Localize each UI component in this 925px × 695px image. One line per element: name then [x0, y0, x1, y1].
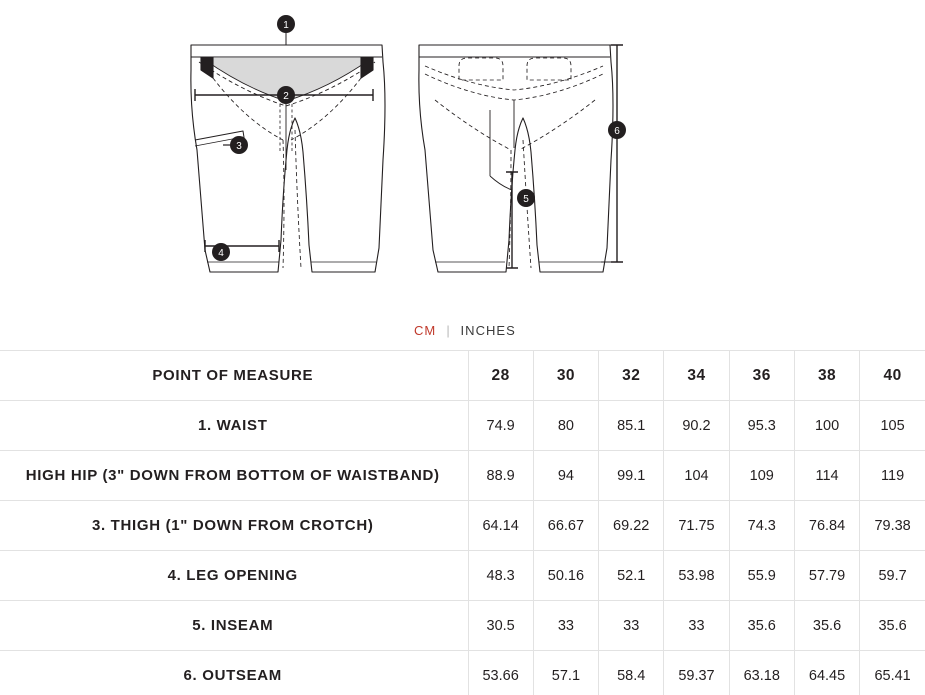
size-chart-table — [0, 350, 925, 695]
svg-text:2: 2 — [282, 91, 289, 102]
cell-thigh-38: 76.84 — [794, 501, 859, 551]
cell-waist-32: 85.1 — [599, 401, 664, 451]
cell-outseam-38: 64.45 — [794, 651, 859, 695]
cell-outseam-36: 63.18 — [729, 651, 794, 695]
cell-leg-opening-32: 52.1 — [599, 551, 664, 601]
cell-high-hip-30: 94 — [533, 451, 598, 501]
unit-separator: | — [446, 322, 451, 338]
table-row — [0, 451, 925, 501]
size-header-40: 40 — [860, 351, 925, 401]
cell-inseam-38: 35.6 — [794, 601, 859, 651]
size-header-30: 30 — [533, 351, 598, 401]
cell-waist-34: 90.2 — [664, 401, 729, 451]
table-row — [0, 651, 925, 695]
svg-text:1: 1 — [282, 20, 289, 31]
row-label-high-hip: HIGH HIP (3" DOWN FROM BOTTOM OF WAISTBAND) — [0, 451, 468, 501]
size-header-36: 36 — [729, 351, 794, 401]
unit-toggle[interactable] — [0, 310, 925, 350]
cell-leg-opening-38: 57.79 — [794, 551, 859, 601]
cell-inseam-36: 35.6 — [729, 601, 794, 651]
cell-high-hip-40: 119 — [860, 451, 925, 501]
cell-outseam-34: 59.37 — [664, 651, 729, 695]
row-label-leg-opening: 4. LEG OPENING — [0, 551, 468, 601]
cell-leg-opening-28: 48.3 — [468, 551, 533, 601]
cell-leg-opening-36: 55.9 — [729, 551, 794, 601]
cell-high-hip-38: 114 — [794, 451, 859, 501]
shorts-technical-sketch — [183, 0, 743, 300]
row-label-thigh: 3. THIGH (1" DOWN FROM CROTCH) — [0, 501, 468, 551]
table-header-row — [0, 351, 925, 401]
cell-high-hip-28: 88.9 — [468, 451, 533, 501]
cell-waist-40: 105 — [860, 401, 925, 451]
cell-leg-opening-30: 50.16 — [533, 551, 598, 601]
table-row — [0, 601, 925, 651]
cell-waist-36: 95.3 — [729, 401, 794, 451]
table-row — [0, 551, 925, 601]
callout-5 — [517, 189, 535, 207]
row-label-inseam: 5. INSEAM — [0, 601, 468, 651]
svg-text:4: 4 — [217, 248, 224, 259]
callout-6 — [608, 121, 626, 139]
cell-thigh-40: 79.38 — [860, 501, 925, 551]
cell-waist-30: 80 — [533, 401, 598, 451]
cell-inseam-28: 30.5 — [468, 601, 533, 651]
callout-4 — [212, 243, 230, 261]
svg-text:5: 5 — [522, 194, 529, 205]
cell-inseam-32: 33 — [599, 601, 664, 651]
table-row — [0, 401, 925, 451]
cell-inseam-30: 33 — [533, 601, 598, 651]
cell-thigh-32: 69.22 — [599, 501, 664, 551]
cell-leg-opening-40: 59.7 — [860, 551, 925, 601]
row-label-waist: 1. WAIST — [0, 401, 468, 451]
callout-3 — [230, 136, 248, 154]
cell-thigh-30: 66.67 — [533, 501, 598, 551]
callout-2 — [277, 86, 295, 104]
cell-outseam-32: 58.4 — [599, 651, 664, 695]
cell-inseam-34: 33 — [664, 601, 729, 651]
cell-leg-opening-34: 53.98 — [664, 551, 729, 601]
cell-waist-28: 74.9 — [468, 401, 533, 451]
cell-high-hip-32: 99.1 — [599, 451, 664, 501]
cell-thigh-34: 71.75 — [664, 501, 729, 551]
cell-thigh-36: 74.3 — [729, 501, 794, 551]
size-header-34: 34 — [664, 351, 729, 401]
cell-high-hip-36: 109 — [729, 451, 794, 501]
size-header-32: 32 — [599, 351, 664, 401]
cell-high-hip-34: 104 — [664, 451, 729, 501]
cell-thigh-28: 64.14 — [468, 501, 533, 551]
point-of-measure-header: POINT OF MEASURE — [0, 351, 468, 401]
cell-outseam-28: 53.66 — [468, 651, 533, 695]
table-row — [0, 501, 925, 551]
size-header-38: 38 — [794, 351, 859, 401]
cell-waist-38: 100 — [794, 401, 859, 451]
row-label-outseam: 6. OUTSEAM — [0, 651, 468, 695]
unit-cm-button[interactable]: CM — [414, 322, 437, 338]
size-header-28: 28 — [468, 351, 533, 401]
callout-1 — [277, 15, 295, 33]
cell-outseam-40: 65.41 — [860, 651, 925, 695]
garment-diagram — [0, 0, 925, 310]
cell-outseam-30: 57.1 — [533, 651, 598, 695]
svg-text:6: 6 — [613, 126, 620, 137]
svg-text:3: 3 — [235, 141, 242, 152]
cell-inseam-40: 35.6 — [860, 601, 925, 651]
unit-inches-button[interactable]: INCHES — [460, 322, 516, 338]
